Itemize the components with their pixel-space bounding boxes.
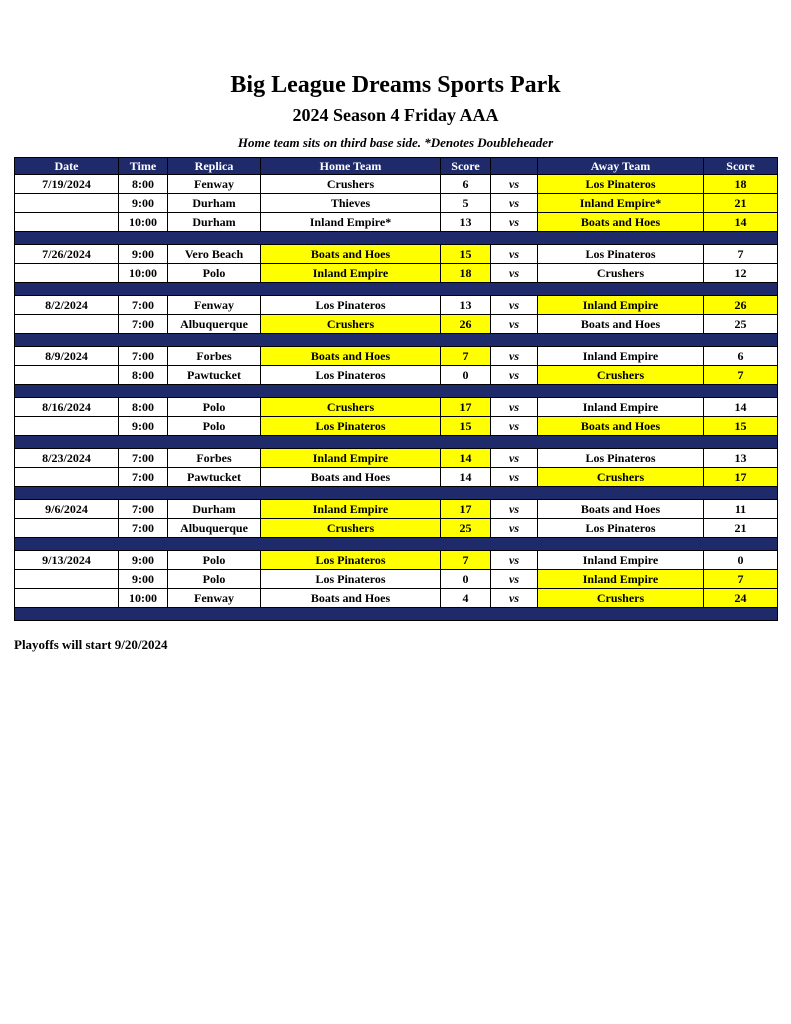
home-score-cell: 0: [441, 366, 491, 385]
time-cell: 7:00: [119, 296, 168, 315]
home-score-cell: 15: [441, 417, 491, 436]
away-team-cell: Crushers: [538, 366, 704, 385]
home-score-cell: 13: [441, 296, 491, 315]
date-cell: [15, 589, 119, 608]
game-row: [15, 194, 778, 213]
separator-row: [15, 608, 778, 621]
home-team-cell: Inland Empire: [261, 449, 441, 468]
separator-band: [15, 538, 778, 551]
time-cell: 7:00: [119, 449, 168, 468]
home-score-cell: 5: [441, 194, 491, 213]
date-cell: [15, 519, 119, 538]
home-score-cell: 14: [441, 449, 491, 468]
home-team-cell: Inland Empire*: [261, 213, 441, 232]
separator-band: [15, 608, 778, 621]
separator-band: [15, 334, 778, 347]
time-cell: 8:00: [119, 175, 168, 194]
game-row: [15, 551, 778, 570]
date-cell: [15, 264, 119, 283]
replica-cell: Durham: [168, 194, 261, 213]
date-cell: [15, 213, 119, 232]
col-header-home-score: Score: [441, 158, 491, 175]
away-team-cell: Boats and Hoes: [538, 417, 704, 436]
away-score-cell: 21: [704, 194, 778, 213]
away-score-cell: 13: [704, 449, 778, 468]
vs-cell: vs: [491, 589, 538, 608]
away-score-cell: 15: [704, 417, 778, 436]
away-score-cell: 17: [704, 468, 778, 487]
separator-row: [15, 283, 778, 296]
away-team-cell: Los Pinateros: [538, 245, 704, 264]
replica-cell: Vero Beach: [168, 245, 261, 264]
page-subtitle: 2024 Season 4 Friday AAA: [292, 105, 499, 126]
game-row: [15, 315, 778, 334]
date-cell: 7/19/2024: [15, 175, 119, 194]
game-row: [15, 296, 778, 315]
vs-cell: vs: [491, 570, 538, 589]
away-team-cell: Los Pinateros: [538, 175, 704, 194]
home-team-cell: Crushers: [261, 315, 441, 334]
vs-cell: vs: [491, 264, 538, 283]
vs-cell: vs: [491, 500, 538, 519]
home-score-cell: 6: [441, 175, 491, 194]
date-cell: [15, 366, 119, 385]
col-header-home-team: Home Team: [261, 158, 441, 175]
replica-cell: Pawtucket: [168, 366, 261, 385]
home-team-cell: Inland Empire: [261, 264, 441, 283]
time-cell: 8:00: [119, 398, 168, 417]
time-cell: 8:00: [119, 366, 168, 385]
home-score-cell: 18: [441, 264, 491, 283]
game-row: [15, 589, 778, 608]
away-score-cell: 14: [704, 398, 778, 417]
game-row: [15, 347, 778, 366]
away-score-cell: 18: [704, 175, 778, 194]
home-team-cell: Los Pinateros: [261, 417, 441, 436]
home-score-cell: 4: [441, 589, 491, 608]
game-row: [15, 366, 778, 385]
schedule-table-body: [15, 175, 778, 621]
date-cell: [15, 417, 119, 436]
date-cell: 9/13/2024: [15, 551, 119, 570]
separator-row: [15, 385, 778, 398]
game-row: [15, 500, 778, 519]
date-cell: 8/9/2024: [15, 347, 119, 366]
time-cell: 9:00: [119, 417, 168, 436]
away-team-cell: Boats and Hoes: [538, 315, 704, 334]
replica-cell: Polo: [168, 551, 261, 570]
schedule-note: Home team sits on third base side. *Denotes Doubleheader: [237, 135, 554, 151]
vs-cell: vs: [491, 366, 538, 385]
home-team-cell: Crushers: [261, 519, 441, 538]
home-score-cell: 17: [441, 398, 491, 417]
away-team-cell: Inland Empire*: [538, 194, 704, 213]
vs-cell: vs: [491, 417, 538, 436]
away-score-cell: 11: [704, 500, 778, 519]
away-score-cell: 7: [704, 245, 778, 264]
home-team-cell: Boats and Hoes: [261, 245, 441, 264]
game-row: [15, 449, 778, 468]
away-score-cell: 26: [704, 296, 778, 315]
home-score-cell: 0: [441, 570, 491, 589]
date-cell: [15, 315, 119, 334]
date-cell: 9/6/2024: [15, 500, 119, 519]
home-team-cell: Los Pinateros: [261, 366, 441, 385]
away-score-cell: 0: [704, 551, 778, 570]
time-cell: 9:00: [119, 570, 168, 589]
separator-row: [15, 538, 778, 551]
away-score-cell: 7: [704, 366, 778, 385]
vs-cell: vs: [491, 449, 538, 468]
replica-cell: Polo: [168, 398, 261, 417]
game-row: [15, 264, 778, 283]
away-team-cell: Inland Empire: [538, 570, 704, 589]
vs-cell: vs: [491, 296, 538, 315]
separator-band: [15, 283, 778, 296]
away-team-cell: Inland Empire: [538, 347, 704, 366]
date-cell: [15, 194, 119, 213]
away-score-cell: 7: [704, 570, 778, 589]
replica-cell: Pawtucket: [168, 468, 261, 487]
game-row: [15, 175, 778, 194]
col-header-replica: Replica: [168, 158, 261, 175]
col-header-away-team: Away Team: [538, 158, 704, 175]
vs-cell: vs: [491, 468, 538, 487]
away-score-cell: 24: [704, 589, 778, 608]
home-team-cell: Los Pinateros: [261, 296, 441, 315]
home-score-cell: 26: [441, 315, 491, 334]
home-team-cell: Los Pinateros: [261, 551, 441, 570]
home-team-cell: Boats and Hoes: [261, 347, 441, 366]
home-score-cell: 7: [441, 551, 491, 570]
time-cell: 7:00: [119, 347, 168, 366]
time-cell: 10:00: [119, 589, 168, 608]
separator-row: [15, 232, 778, 245]
header-row: [15, 158, 778, 175]
away-team-cell: Los Pinateros: [538, 449, 704, 468]
home-team-cell: Boats and Hoes: [261, 589, 441, 608]
time-cell: 7:00: [119, 468, 168, 487]
playoffs-footer: Playoffs will start 9/20/2024: [14, 637, 168, 653]
away-score-cell: 12: [704, 264, 778, 283]
away-team-cell: Crushers: [538, 468, 704, 487]
separator-band: [15, 385, 778, 398]
home-team-cell: Thieves: [261, 194, 441, 213]
col-header-date: Date: [15, 158, 119, 175]
away-score-cell: 25: [704, 315, 778, 334]
date-cell: [15, 570, 119, 589]
away-team-cell: Crushers: [538, 264, 704, 283]
time-cell: 7:00: [119, 315, 168, 334]
vs-cell: vs: [491, 213, 538, 232]
separator-band: [15, 232, 778, 245]
time-cell: 9:00: [119, 245, 168, 264]
time-cell: 9:00: [119, 551, 168, 570]
game-row: [15, 213, 778, 232]
time-cell: 7:00: [119, 519, 168, 538]
date-cell: 8/2/2024: [15, 296, 119, 315]
replica-cell: Fenway: [168, 589, 261, 608]
time-cell: 10:00: [119, 213, 168, 232]
away-score-cell: 21: [704, 519, 778, 538]
away-team-cell: Boats and Hoes: [538, 213, 704, 232]
replica-cell: Fenway: [168, 175, 261, 194]
vs-cell: vs: [491, 315, 538, 334]
home-team-cell: Crushers: [261, 175, 441, 194]
vs-cell: vs: [491, 194, 538, 213]
date-cell: [15, 468, 119, 487]
vs-cell: vs: [491, 245, 538, 264]
vs-cell: vs: [491, 519, 538, 538]
game-row: [15, 519, 778, 538]
replica-cell: Polo: [168, 417, 261, 436]
game-row: [15, 570, 778, 589]
separator-band: [15, 487, 778, 500]
time-cell: 10:00: [119, 264, 168, 283]
replica-cell: Fenway: [168, 296, 261, 315]
date-cell: 8/16/2024: [15, 398, 119, 417]
game-row: [15, 417, 778, 436]
home-team-cell: Los Pinateros: [261, 570, 441, 589]
home-score-cell: 15: [441, 245, 491, 264]
separator-row: [15, 436, 778, 449]
vs-cell: vs: [491, 398, 538, 417]
time-cell: 7:00: [119, 500, 168, 519]
replica-cell: Durham: [168, 500, 261, 519]
col-header-time: Time: [119, 158, 168, 175]
separator-row: [15, 487, 778, 500]
time-cell: 9:00: [119, 194, 168, 213]
home-team-cell: Crushers: [261, 398, 441, 417]
away-score-cell: 14: [704, 213, 778, 232]
game-row: [15, 468, 778, 487]
game-row: [15, 398, 778, 417]
away-team-cell: Inland Empire: [538, 296, 704, 315]
away-team-cell: Crushers: [538, 589, 704, 608]
vs-cell: vs: [491, 347, 538, 366]
away-team-cell: Inland Empire: [538, 398, 704, 417]
replica-cell: Albuquerque: [168, 315, 261, 334]
home-score-cell: 25: [441, 519, 491, 538]
separator-band: [15, 436, 778, 449]
vs-cell: vs: [491, 551, 538, 570]
away-score-cell: 6: [704, 347, 778, 366]
vs-cell: vs: [491, 175, 538, 194]
replica-cell: Durham: [168, 213, 261, 232]
home-score-cell: 17: [441, 500, 491, 519]
home-team-cell: Inland Empire: [261, 500, 441, 519]
replica-cell: Forbes: [168, 347, 261, 366]
page-title: Big League Dreams Sports Park: [230, 72, 561, 98]
replica-cell: Polo: [168, 570, 261, 589]
away-team-cell: Inland Empire: [538, 551, 704, 570]
home-team-cell: Boats and Hoes: [261, 468, 441, 487]
replica-cell: Forbes: [168, 449, 261, 468]
away-team-cell: Los Pinateros: [538, 519, 704, 538]
col-header-vs: [491, 158, 538, 175]
home-score-cell: 13: [441, 213, 491, 232]
date-cell: 7/26/2024: [15, 245, 119, 264]
date-cell: 8/23/2024: [15, 449, 119, 468]
schedule-table: [14, 157, 778, 621]
home-score-cell: 14: [441, 468, 491, 487]
replica-cell: Albuquerque: [168, 519, 261, 538]
away-team-cell: Boats and Hoes: [538, 500, 704, 519]
replica-cell: Polo: [168, 264, 261, 283]
home-score-cell: 7: [441, 347, 491, 366]
separator-row: [15, 334, 778, 347]
col-header-away-score: Score: [704, 158, 778, 175]
game-row: [15, 245, 778, 264]
